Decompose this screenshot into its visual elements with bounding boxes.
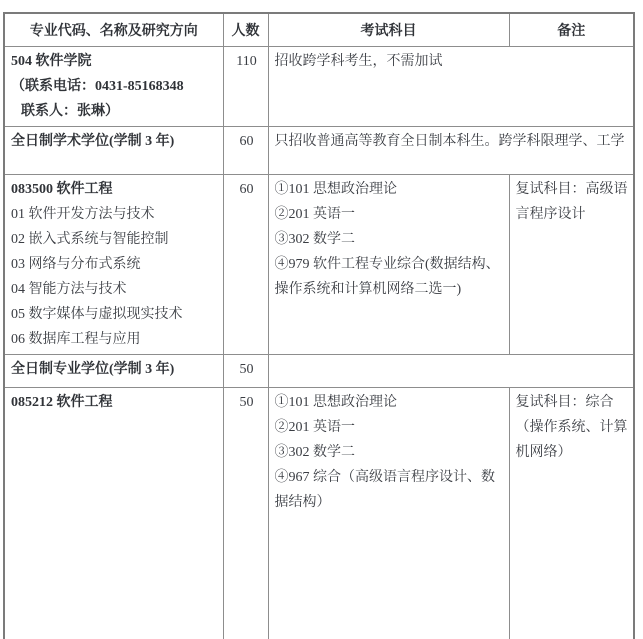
college-note-cell: 招收跨学科考生，不需加试 (268, 46, 634, 126)
row-085212-software-engineering (4, 387, 634, 639)
admissions-table (3, 12, 635, 639)
major-085212-count-cell: 50 (223, 387, 268, 639)
row-software-college (4, 46, 634, 126)
professional-degree-title-cell: 全日制专业学位(学制 3 年) (4, 354, 223, 387)
major-083500-exam-cell: ①101 思想政治理论 ②201 英语一 ③302 数学二 ④979 软件工程专业综合(数据结构、操作系统和计算机网络二选一) (268, 174, 509, 354)
col-header-major: 专业代码、名称及研究方向 (4, 13, 223, 46)
col-header-count: 人数 (223, 13, 268, 46)
major-083500-count-cell: 60 (223, 174, 268, 354)
major-085212-exam-cell: ①101 思想政治理论 ②201 英语一 ③302 数学二 ④967 综合（高级语言程序设计、数据结构） (268, 387, 509, 639)
college-count-cell: 110 (223, 46, 268, 126)
header-row (4, 13, 634, 46)
major-083500-title: 083500 软件工程 (11, 181, 113, 197)
row-academic-degree (4, 126, 634, 174)
col-header-remarks: 备注 (509, 13, 634, 46)
major-083500-cell (4, 174, 223, 354)
major-085212-remark-cell: 复试科目：综合（操作系统、计算机网络） (509, 387, 634, 639)
major-083500-remark-cell: 复试科目：高级语言程序设计 (509, 174, 634, 354)
professional-degree-note-cell (268, 354, 634, 387)
row-professional-degree (4, 354, 634, 387)
major-083500-directions: 01 软件开发方法与技术 02 嵌入式系统与智能控制 03 网络与分布式系统 04 智能方法与技术 05 数字媒体与虚拟现实技术 06 数据库工程与应用 (11, 206, 183, 347)
major-085212-cell (4, 387, 223, 639)
professional-degree-count-cell: 50 (223, 354, 268, 387)
college-info-cell: 504 软件学院 （联系电话：0431-85168348 联系人：张琳） (4, 46, 223, 126)
academic-degree-count-cell: 60 (223, 126, 268, 174)
academic-degree-note-cell: 只招收普通高等教育全日制本科生。跨学科限理学、工学 (268, 126, 634, 174)
col-header-exam-subjects: 考试科目 (268, 13, 509, 46)
row-083500-software-engineering (4, 174, 634, 354)
academic-degree-title-cell: 全日制学术学位(学制 3 年) (4, 126, 223, 174)
major-085212-title: 085212 软件工程 (11, 394, 113, 410)
